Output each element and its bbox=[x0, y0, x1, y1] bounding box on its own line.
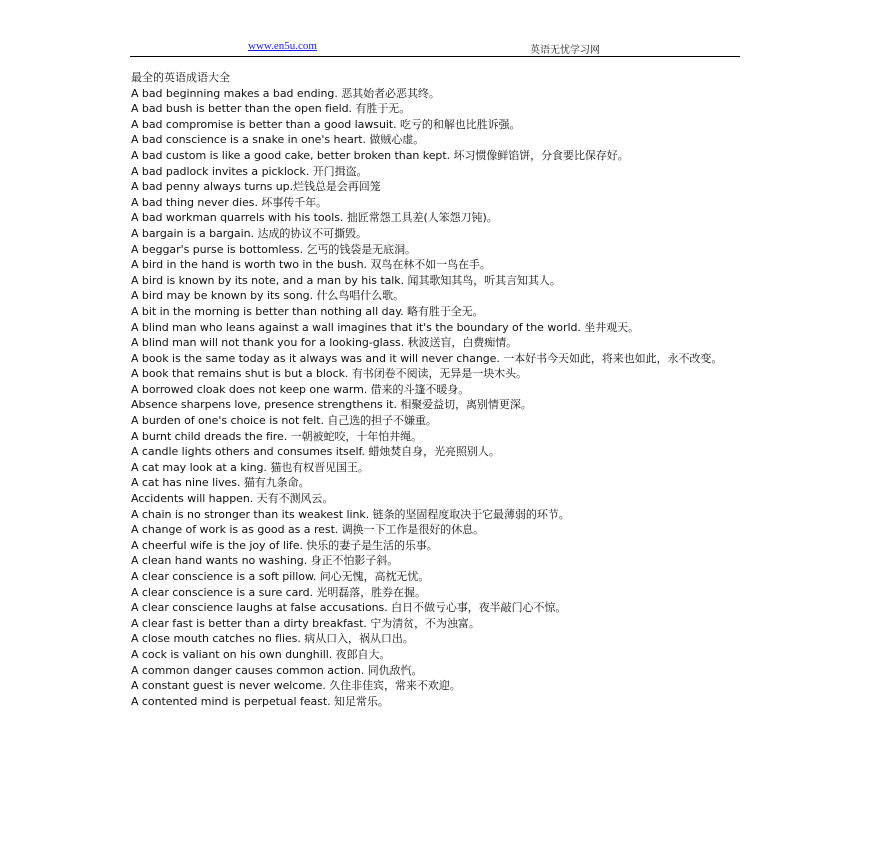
idiom-line: A borrowed cloak does not keep one warm. 借来的斗篷不暖身。 bbox=[131, 382, 470, 396]
idiom-line: A burnt child dreads the fire. 一朝被蛇咬，十年怕井绳。 bbox=[131, 429, 423, 443]
idiom-line: A cock is valiant on his own dunghill. 夜郎自大。 bbox=[131, 647, 391, 661]
idiom-line: A bad beginning makes a bad ending. 恶其始者必恶其终。 bbox=[131, 86, 440, 100]
idiom-line: A bird may be known by its song. 什么鸟唱什么歌。 bbox=[131, 289, 405, 303]
idiom-line: A cat has nine lives. 猫有九条命。 bbox=[131, 476, 310, 490]
idiom-line: A contented mind is perpetual feast. 知足常乐。 bbox=[131, 694, 389, 708]
idiom-line: A clear conscience is a soft pillow. 问心无愧，高枕无忧。 bbox=[131, 570, 430, 583]
idiom-list bbox=[131, 86, 743, 710]
idiom-line: A bad penny always turns up.烂钱总是会再回笼 bbox=[131, 180, 381, 194]
header-website-link[interactable]: www.en5u.com bbox=[248, 40, 317, 52]
idiom-line: A bit in the morning is better than nothing all day. 略有胜于全无。 bbox=[131, 304, 484, 318]
idiom-line: A close mouth catches no flies. 病从口入，祸从口出。 bbox=[131, 632, 414, 646]
idiom-line: A blind man will not thank you for a looking-glass. 秋波送盲，白费痴情。 bbox=[131, 336, 518, 350]
idiom-line: A bird in the hand is worth two in the bush. 双鸟在林不如一鸟在手。 bbox=[131, 258, 491, 272]
idiom-line: A burden of one's choice is not felt. 自己选的担子不嫌重。 bbox=[131, 414, 437, 428]
idiom-line: A book is the same today as it always was and it will never change. 一本好书今天如此，将来也如此，永不改变。 bbox=[131, 351, 723, 365]
document-body bbox=[131, 70, 743, 709]
idiom-line: A cheerful wife is the joy of life. 快乐的妻子是生活的乐事。 bbox=[131, 538, 438, 552]
page-header bbox=[130, 40, 740, 57]
idiom-line: A constant guest is never welcome. 久住非佳宾，常来不欢迎。 bbox=[131, 679, 461, 693]
idiom-line: A clean hand wants no washing. 身正不怕影子斜。 bbox=[131, 554, 399, 568]
header-site-name: 英语无忧学习网 bbox=[530, 45, 600, 56]
idiom-line: A clear conscience laughs at false accusations. 白日不做亏心事，夜半敲门心不惊。 bbox=[131, 601, 567, 615]
document-title: 最全的英语成语大全 bbox=[131, 71, 230, 84]
idiom-line: Accidents will happen. 天有不测风云。 bbox=[131, 492, 334, 506]
idiom-line: A bad workman quarrels with his tools. 拙匠常怨工具差(人笨怨刀钝)。 bbox=[131, 211, 498, 225]
idiom-line: A bird is known by its note, and a man by his talk. 闻其歌知其鸟，听其言知其人。 bbox=[131, 273, 561, 287]
idiom-line: A bad custom is like a good cake, better broken than kept. 坏习惯像鲜馅饼，分食要比保存好。 bbox=[131, 148, 629, 162]
idiom-line: A beggar's purse is bottomless. 乞丐的钱袋是无底洞。 bbox=[131, 242, 416, 256]
idiom-line: A bad conscience is a snake in one's heart. 做贼心虚。 bbox=[131, 133, 425, 147]
idiom-line: A bad thing never dies. 坏事传千年。 bbox=[131, 195, 328, 209]
idiom-line: A common danger causes common action. 同仇敌忾。 bbox=[131, 663, 423, 677]
idiom-line: A book that remains shut is but a block. 有书闭卷不阅读，无异是一块木头。 bbox=[131, 367, 528, 381]
idiom-line: A chain is no stronger than its weakest link. 链条的坚固程度取决于它最薄弱的环节。 bbox=[131, 507, 570, 521]
idiom-line: A candle lights others and consumes itself. 蜡烛焚自身，光亮照别人。 bbox=[131, 445, 500, 459]
idiom-line: Absence sharpens love, presence strengthens it. 相聚爱益切，离别情更深。 bbox=[131, 398, 532, 412]
idiom-line: A clear fast is better than a dirty breakfast. 宁为清贫，不为浊富。 bbox=[131, 616, 480, 630]
idiom-line: A bargain is a bargain. 达成的协议不可撕毁。 bbox=[131, 226, 367, 240]
idiom-line: A bad padlock invites a picklock. 开门揖盗。 bbox=[131, 164, 368, 178]
idiom-line: A blind man who leans against a wall imagines that it's the boundary of the world. 坐井观天。 bbox=[131, 320, 640, 334]
idiom-line: A bad bush is better than the open field. 有胜于无。 bbox=[131, 102, 411, 116]
idiom-line: A cat may look at a king. 猫也有权晋见国王。 bbox=[131, 460, 369, 474]
idiom-line: A clear conscience is a sure card. 光明磊落，胜券在握。 bbox=[131, 585, 426, 599]
idiom-line: A bad compromise is better than a good lawsuit. 吃亏的和解也比胜诉强。 bbox=[131, 117, 521, 131]
idiom-line: A change of work is as good as a rest. 调换一下工作是很好的休息。 bbox=[131, 523, 485, 537]
